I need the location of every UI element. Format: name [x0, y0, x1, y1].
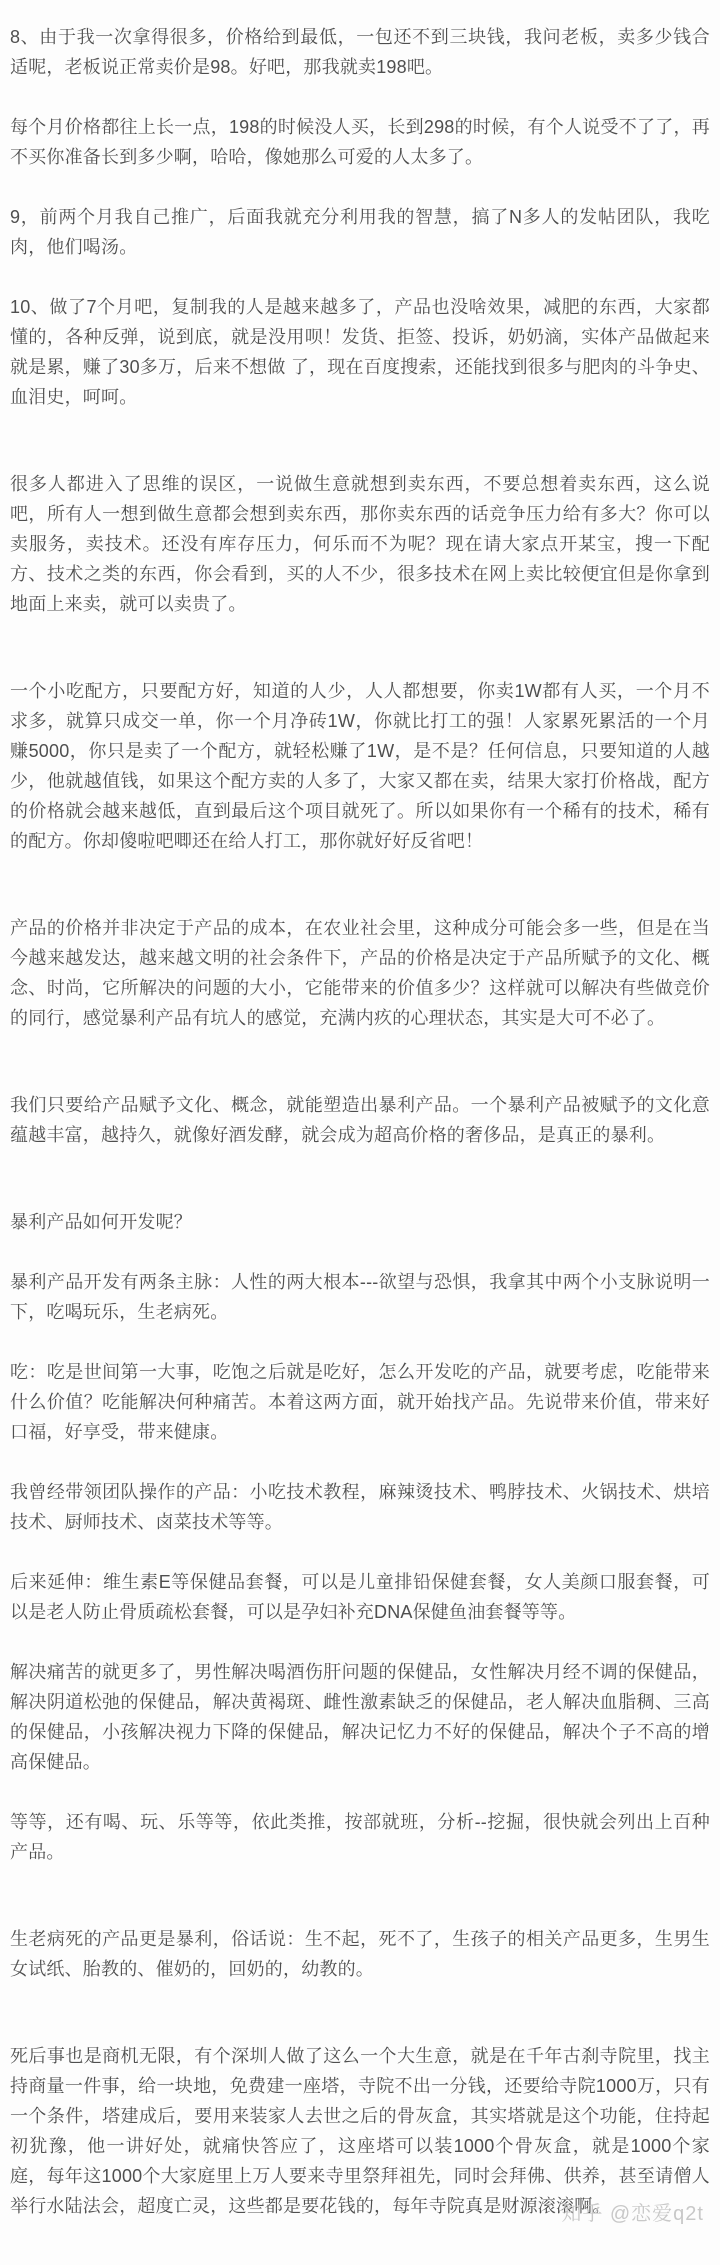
paragraph: 解决痛苦的就更多了，男性解决喝酒伤肝问题的保健品，女性解决月经不调的保健品，解决阴道松弛的保健品，解决黄褐斑、雌性激素缺乏的保健品，老人解决血脂稠、三高的保健品，小孩解决视力下降的保健品，解决记忆力不好的保健品，解决个子不高的增高保健品。 [10, 1662, 710, 1772]
paragraph: 产品的价格并非决定于产品的成本，在农业社会里，这种成分可能会多一些，但是在当今越来越发达，越来越文明的社会条件下，产品的价格是决定于产品所赋予的文化、概念、时尚，它所解决的问题的大小，它能带来的价值多少？这样就可以解决有些做竞价的同行，感觉暴利产品有坑人的感觉，充满内疚的心理状态，其实是大可不必了。 [10, 918, 710, 1028]
paragraph: 10、做了7个月吧，复制我的人是越来越多了，产品也没啥效果，减肥的东西，大家都懂的，各种反弹，说到底，就是没用呗！发货、拒签、投诉，奶奶滴，实体产品做起来就是累，赚了30多万，后来不想做 了，现在百度搜索，还能找到很多与肥肉的斗争史、血泪史，呵呵。 [10, 297, 710, 407]
paragraph: 我们只要给产品赋予文化、概念，就能塑造出暴利产品。一个暴利产品被赋予的文化意蕴越丰富，越持久，就像好酒发酵，就会成为超高价格的奢侈品，是真正的暴利。 [10, 1095, 710, 1145]
paragraph: 很多人都进入了思维的误区，一说做生意就想到卖东西，不要总想着卖东西，这么说吧，所有人一想到做生意都会想到卖东西，那你卖东西的话竞争压力给有多大？你可以卖服务，卖技术。还没有库存压力，何乐而不为呢？现在请大家点开某宝，搜一下配方、技术之类的东西，你会看到，买的人不少，很多技术在网上卖比较便宜但是你拿到地面上来卖，就可以卖贵了。 [10, 474, 710, 614]
article-body [10, 22, 710, 2221]
paragraph: 暴利产品如何开发呢？ [10, 1212, 192, 1232]
paragraph: 暴利产品开发有两条主脉：人性的两大根本---欲望与恐惧，我拿其中两个小支脉说明一下，吃喝玩乐，生老病死。 [10, 1272, 710, 1322]
paragraph: 吃：吃是世间第一大事，吃饱之后就是吃好，怎么开发吃的产品，就要考虑，吃能带来什么价值？吃能解决何种痛苦。本着这两方面，就开始找产品。先说带来价值，带来好口福，好享受，带来健康。 [10, 1362, 710, 1442]
paragraph: 每个月价格都往上长一点，198的时候没人买，长到298的时候，有个人说受不了了，再不买你准备长到多少啊，哈哈，像她那么可爱的人太多了。 [10, 117, 710, 167]
paragraph: 死后事也是商机无限，有个深圳人做了这么一个大生意，就是在千年古刹寺院里，找主持商量一件事，给一块地，免费建一座塔，寺院不出一分钱，还要给寺院1000万，只有一个条件，塔建成后，要用来装家人去世之后的骨灰盒，其实塔就是这个功能，住持起初犹豫，他一讲好处，就痛快答应了，这座塔可以装1000个骨灰盒，就是1000个家庭，每年这1000个大家庭里上万人要来寺里祭拜祖先，同时会拜佛、供养，甚至请僧人举行水陆法会，超度亡灵，这些都是要花钱的，每年寺院真是财源滚滚啊。 [10, 2046, 710, 2216]
zhihu-watermark: 知乎 @恋爱q2t [561, 2203, 704, 2225]
paragraph: 9，前两个月我自己推广，后面我就充分利用我的智慧，搞了N多人的发帖团队，我吃肉，他们喝汤。 [10, 207, 710, 257]
paragraph: 等等，还有喝、玩、乐等等，依此类推，按部就班，分析--挖掘，很快就会列出上百种产品。 [10, 1812, 710, 1862]
paragraph: 生老病死的产品更是暴利，俗话说：生不起，死不了，生孩子的相关产品更多，生男生女试纸、胎教的、催奶的，回奶的，幼教的。 [10, 1929, 710, 1979]
paragraph: 后来延伸：维生素E等保健品套餐，可以是儿童排铅保健套餐，女人美颜口服套餐，可以是老人防止骨质疏松套餐，可以是孕妇补充DNA保健鱼油套餐等等。 [10, 1572, 710, 1622]
paragraph: 一个小吃配方，只要配方好，知道的人少，人人都想要，你卖1W都有人买，一个月不求多，就算只成交一单，你一个月净砖1W，你就比打工的强！人家累死累活的一个月赚5000，你只是卖了一个配方，就轻松赚了1W，是不是？任何信息，只要知道的人越少，他就越值钱，如果这个配方卖的人多了，大家又都在卖，结果大家打价格战，配方的价格就会越来越低，直到最后这个项目就死了。所以如果你有一个稀有的技术，稀有的配方。你却傻啦吧唧还在给人打工，那你就好好反省吧！ [10, 681, 710, 851]
paragraph: 我曾经带领团队操作的产品：小吃技术教程，麻辣烫技术、鸭脖技术、火锅技术、烘培技术、厨师技术、卤菜技术等等。 [10, 1482, 710, 1532]
paragraph: 8、由于我一次拿得很多，价格给到最低，一包还不到三块钱，我问老板，卖多少钱合适呢，老板说正常卖价是98。好吧，那我就卖198吧。 [10, 27, 710, 77]
